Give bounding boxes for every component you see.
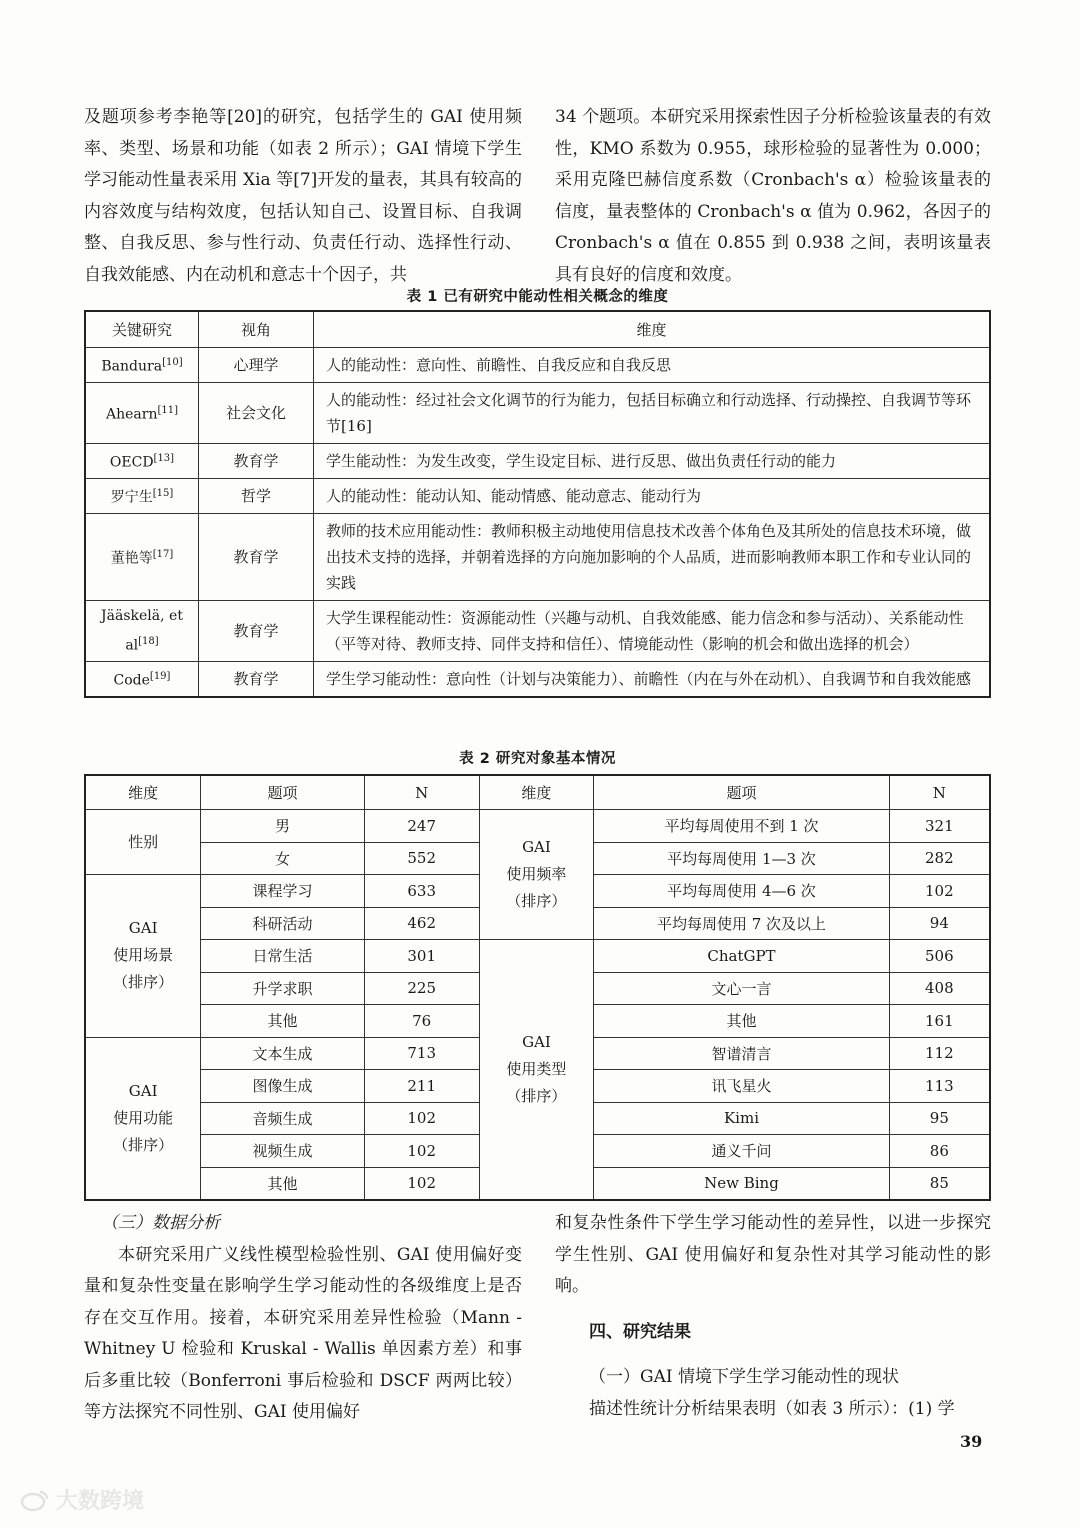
table1-view: 哲学: [199, 479, 314, 514]
table2-header: 维度: [85, 775, 201, 810]
table2-count: 95: [889, 1102, 990, 1135]
table2-count: 102: [889, 875, 990, 908]
table2-item: 视频生成: [201, 1135, 365, 1168]
table2-item: Kimi: [594, 1102, 889, 1135]
watermark-text: 大数跨境: [56, 1489, 145, 1514]
bottom-right-paragraph: 和复杂性条件下学生学习能动性的差异性，以进一步探究学生性别、GAI 使用偏好和复杂性对其学习能动性的影响。: [555, 1213, 991, 1296]
table1-study: OECD[13]: [85, 444, 199, 479]
table2-item: New Bing: [594, 1167, 889, 1200]
table2-dimension: GAI 使用功能 （排序）: [85, 1037, 201, 1200]
table1-study: 董艳等[17]: [85, 514, 199, 601]
table1-view: 教育学: [199, 662, 314, 698]
table2-row: [85, 940, 990, 973]
table2-count: 113: [889, 1070, 990, 1103]
table1-study: 罗宁生[15]: [85, 479, 199, 514]
table2-count: 247: [364, 810, 479, 843]
table2-count: 506: [889, 940, 990, 973]
table2: [84, 774, 991, 1201]
bottom-left-paragraph: 本研究采用广义线性模型检验性别、GAI 使用偏好变量和复杂性变量在影响学生学习能动性的各级维度上是否存在交互作用。接着，本研究采用差异性检验（Mann - Whitney U 检验和 Kruskal - Wallis 单因素方差）和事后多重比较（Bonferroni 事后检验和 DSCF 两两比较）等方法探究不同性别、GAI 使用偏好: [84, 1244, 522, 1422]
table2-header: 维度: [479, 775, 594, 810]
table1-caption: 表 1 已有研究中能动性相关概念的维度: [406, 289, 669, 305]
table2-item: 其他: [594, 1005, 889, 1038]
table2-caption: 表 2 研究对象基本情况: [459, 751, 616, 767]
weibo-logo-icon: [20, 1488, 50, 1512]
table1-row: [85, 479, 990, 514]
table2-header: N: [364, 775, 479, 810]
top-right-column: [555, 102, 991, 291]
table2-count: 94: [889, 907, 990, 940]
table1-header: 视角: [199, 311, 314, 348]
table1-header: 关键研究: [85, 311, 199, 348]
table2-item: 日常生活: [201, 940, 365, 973]
table2-count: 301: [364, 940, 479, 973]
page-number: 39: [960, 1432, 983, 1451]
table2-item: 男: [201, 810, 365, 843]
table1-dimension: 大学生课程能动性：资源能动性（兴趣与动机、自我效能感、能力信念和参与活动）、关系能动性（平等对待、教师支持、同伴支持和信任）、情境能动性（影响的机会和做出选择的机会）: [314, 601, 991, 662]
watermark: [20, 1484, 144, 1515]
table2-header: N: [889, 775, 990, 810]
table1-dimension: 人的能动性：能动认知、能动情感、能动意志、能动行为: [314, 479, 991, 514]
table1-dimension: 教师的技术应用能动性：教师积极主动地使用信息技术改善个体角色及其所处的信息技术环境，做出技术支持的选择，并朝着选择的方向施加影响的个人品质，进而影响教师本职工作和专业认同的实践: [314, 514, 991, 601]
table2-item: 平均每周使用 4—6 次: [594, 875, 889, 908]
top-right-paragraph: 34 个题项。本研究采用探索性因子分析检验该量表的有效性，KMO 系数为 0.955，球形检验的显著性为 0.000；采用克隆巴赫信度系数（Cronbach's α）检验该量表的信度，量表整体的 Cronbach's α 值为 0.962，各因子的 Cronbach's α 值在 0.855 到 0.938 之间，表明该量表具有良好的信度和效度。: [555, 107, 991, 285]
table2-count: 321: [889, 810, 990, 843]
table1: [84, 310, 991, 698]
table2-dimension: GAI 使用类型 （排序）: [479, 940, 594, 1201]
table2-count: 161: [889, 1005, 990, 1038]
top-left-paragraph: 及题项参考李艳等[20]的研究，包括学生的 GAI 使用频率、类型、场景和功能（如表 2 所示）；GAI 情境下学生学习能动性量表采用 Xia 等[7]开发的量表，其具有较高的内容效度与结构效度，包括认知自己、设置目标、自我调整、自我反思、参与性行动、负责任行动、选择性行动、自我效能感、内在动机和意志十个因子，共: [84, 107, 522, 285]
table2-item: 平均每周使用不到 1 次: [594, 810, 889, 843]
table2-count: 102: [364, 1135, 479, 1168]
table2-count: 85: [889, 1167, 990, 1200]
section-subheading: （一）GAI 情境下学生学习能动性的现状: [589, 1367, 899, 1387]
table1-header: 维度: [314, 311, 991, 348]
table2-count: 408: [889, 972, 990, 1005]
table1-study: Bandura[10]: [85, 348, 199, 383]
table2-header: 题项: [201, 775, 365, 810]
table1-dimension: 学生能动性：为发生改变，学生设定目标、进行反思、做出负责任行动的能力: [314, 444, 991, 479]
table2-item: 图像生成: [201, 1070, 365, 1103]
table2-item: 课程学习: [201, 875, 365, 908]
table2-count: 225: [364, 972, 479, 1005]
table2-item: 平均每周使用 1—3 次: [594, 842, 889, 875]
table2-item: 平均每周使用 7 次及以上: [594, 907, 889, 940]
table1-dimension: 学生学习能动性：意向性（计划与决策能力）、前瞻性（内在与外在动机）、自我调节和自我效能感: [314, 662, 991, 698]
bottom-right-column: [555, 1208, 991, 1425]
table1-row: [85, 348, 990, 383]
table1-study: Ahearn[11]: [85, 383, 199, 444]
table1-study: Code[19]: [85, 662, 199, 698]
table1-study: Jääskelä, et al[18]: [85, 601, 199, 662]
top-left-column: [84, 102, 522, 291]
table2-dimension: GAI 使用频率 （排序）: [479, 810, 594, 940]
table2-count: 713: [364, 1037, 479, 1070]
table1-view: 心理学: [199, 348, 314, 383]
table1-view: 教育学: [199, 444, 314, 479]
table2-count: 462: [364, 907, 479, 940]
table1-view: 教育学: [199, 601, 314, 662]
table2-item: 智谱清言: [594, 1037, 889, 1070]
table2-count: 211: [364, 1070, 479, 1103]
table2-item: 音频生成: [201, 1102, 365, 1135]
table1-row: [85, 601, 990, 662]
table1-view: 社会文化: [199, 383, 314, 444]
table1-row: [85, 662, 990, 698]
table2-item: 文本生成: [201, 1037, 365, 1070]
table2-item: 女: [201, 842, 365, 875]
table2-dimension: 性别: [85, 810, 201, 875]
table2-count: 102: [364, 1102, 479, 1135]
table1-dimension: 人的能动性：经过社会文化调节的行为能力，包括目标确立和行动选择、行动操控、自我调节等环节[16]: [314, 383, 991, 444]
table2-item: ChatGPT: [594, 940, 889, 973]
table2-count: 112: [889, 1037, 990, 1070]
table2-item: 升学求职: [201, 972, 365, 1005]
table1-row: [85, 444, 990, 479]
table2-count: 102: [364, 1167, 479, 1200]
table2-dimension: GAI 使用场景 （排序）: [85, 875, 201, 1038]
table2-count: 633: [364, 875, 479, 908]
table2-item: 其他: [201, 1005, 365, 1038]
table1-view: 教育学: [199, 514, 314, 601]
table2-item: 通义千问: [594, 1135, 889, 1168]
bottom-left-column: [84, 1208, 522, 1429]
table2-count: 86: [889, 1135, 990, 1168]
table1-row: [85, 514, 990, 601]
table2-item: 讯飞星火: [594, 1070, 889, 1103]
section-paragraph: 描述性统计分析结果表明（如表 3 所示）：(1) 学: [589, 1398, 955, 1419]
table2-row: [85, 810, 990, 843]
table2-count: 282: [889, 842, 990, 875]
table2-count: 552: [364, 842, 479, 875]
section-subheading: （三）数据分析: [101, 1213, 220, 1233]
table2-item: 文心一言: [594, 972, 889, 1005]
table1-row: [85, 383, 990, 444]
table1-dimension: 人的能动性：意向性、前瞻性、自我反应和自我反思: [314, 348, 991, 383]
table2-header: 题项: [594, 775, 889, 810]
table2-item: 其他: [201, 1167, 365, 1200]
section-heading: 四、研究结果: [589, 1321, 691, 1342]
table2-item: 科研活动: [201, 907, 365, 940]
table2-count: 76: [364, 1005, 479, 1038]
